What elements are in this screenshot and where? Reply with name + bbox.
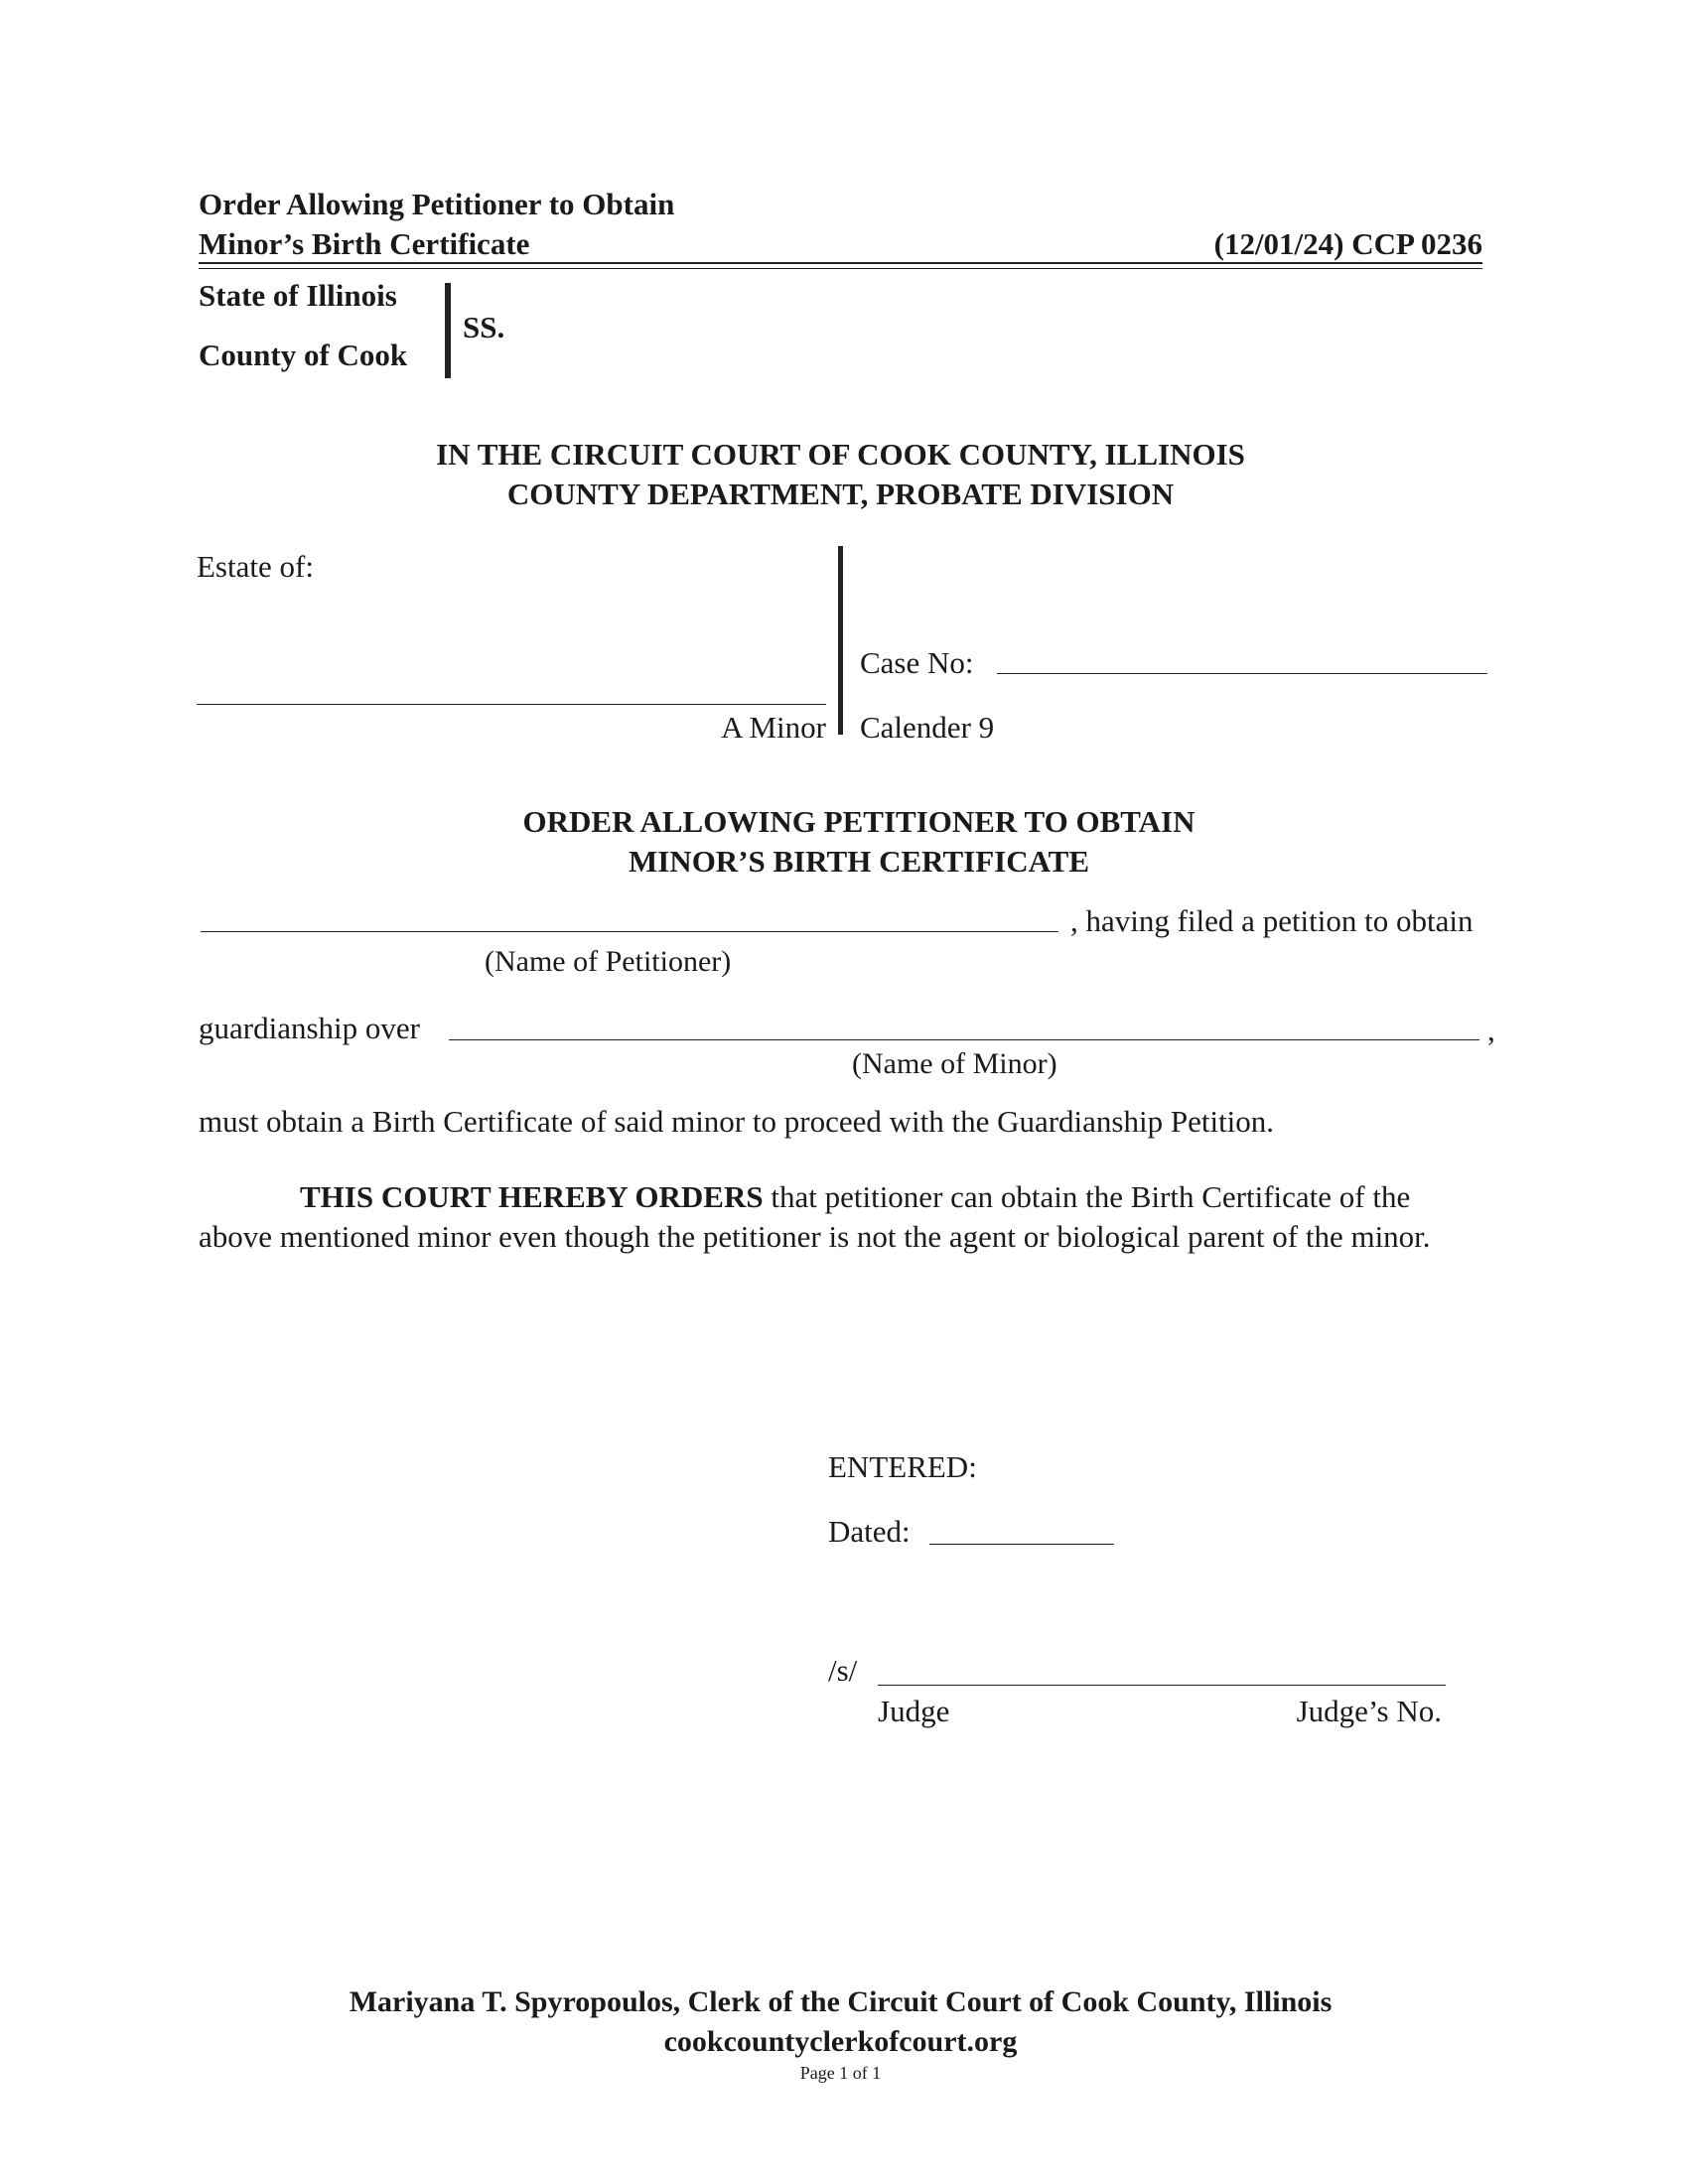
order-title-line1: ORDER ALLOWING PETITIONER TO OBTAIN (522, 804, 1196, 839)
header-rule-bottom (199, 268, 1482, 269)
case-no-label: Case No: (860, 645, 974, 680)
case-no-line (997, 673, 1487, 674)
venue-state: State of Illinois (199, 278, 397, 313)
guardianship-label: guardianship over (199, 1011, 420, 1045)
page-number: Page 1 of 1 (799, 2063, 882, 2083)
venue-ss: SS. (463, 310, 505, 344)
judge-number-label: Judge’s No. (1296, 1694, 1442, 1728)
a-minor-label: A Minor (721, 710, 826, 745)
petitioner-caption: (Name of Petitioner) (485, 945, 732, 978)
form-title-line2: Minor’s Birth Certificate (199, 226, 530, 261)
orders-bold: THIS COURT HEREBY ORDERS (300, 1179, 764, 1214)
must-obtain-text: must obtain a Birth Certificate of said minor to proceed with the Guardianship Petition. (199, 1104, 1275, 1139)
form-title-line1: Order Allowing Petitioner to Obtain (199, 187, 675, 221)
footer-clerk: Mariyana T. Spyropoulos, Clerk of the Circuit Court of Cook County, Illinois (349, 1985, 1333, 2018)
minor-suffix: , (1487, 1013, 1495, 1047)
signature-mark: /s/ (828, 1653, 858, 1688)
estate-label: Estate of: (197, 549, 314, 584)
court-heading-line1: IN THE CIRCUIT COURT OF COOK COUNTY, ILLINOIS (436, 437, 1245, 472)
form-code: (12/01/24) CCP 0236 (1213, 226, 1482, 261)
venue-bracket (445, 283, 451, 378)
footer-website[interactable]: cookcountyclerkofcourt.org (663, 2025, 1018, 2058)
dated-label: Dated: (828, 1514, 911, 1549)
orders-rest: that petitioner can obtain the Birth Certificate of the (763, 1179, 1411, 1214)
venue-county: County of Cook (199, 338, 408, 372)
estate-name-line (197, 704, 826, 705)
judge-label: Judge (878, 1694, 950, 1728)
dated-line (929, 1544, 1114, 1545)
order-paragraph-line1 (300, 1179, 1410, 1215)
entered-label: ENTERED: (828, 1449, 977, 1484)
petitioner-name-line (201, 931, 1058, 932)
order-paragraph-line2: above mentioned minor even though the petitioner is not the agent or biological parent of the minor. (199, 1219, 1431, 1254)
court-heading-line2: COUNTY DEPARTMENT, PROBATE DIVISION (506, 477, 1175, 511)
order-title-line2: MINOR’S BIRTH CERTIFICATE (628, 844, 1090, 879)
calendar-label: Calender 9 (860, 710, 995, 745)
signature-line[interactable] (878, 1685, 1446, 1686)
header-rule-top (199, 262, 1482, 264)
minor-caption: (Name of Minor) (852, 1047, 1057, 1080)
petitioner-suffix: , having filed a petition to obtain (1070, 903, 1474, 938)
minor-name-line (449, 1039, 1479, 1040)
caption-divider (838, 546, 843, 735)
